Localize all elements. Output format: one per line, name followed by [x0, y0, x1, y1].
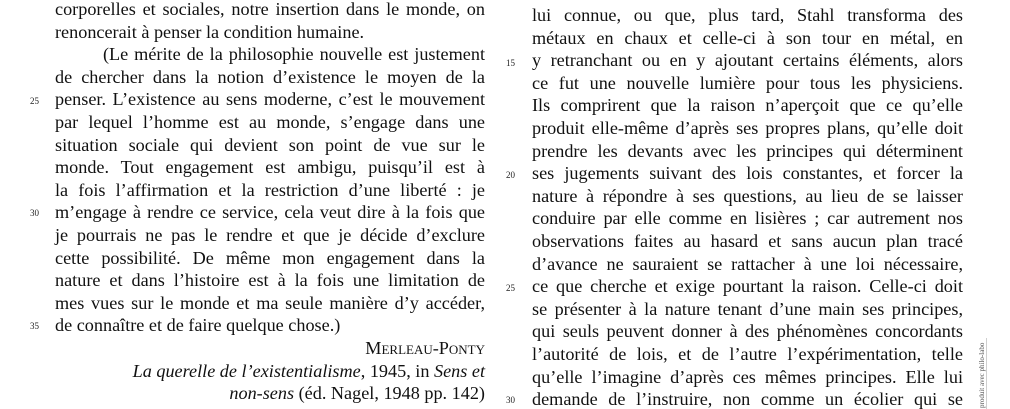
right-line-8: ses jugements suivant des lois constantes, et forcer la [532, 163, 963, 184]
right-line-1: lui connue, ou que, plus tard, Stahl transforma des [532, 5, 963, 25]
left-line-10: m’engage à rendre ce service, cela veut dire à la fois que [55, 202, 485, 223]
right-line-14: se présenter à la nature tenant d’une main ses principes, [532, 298, 963, 319]
source-edition: (éd. Nagel, 1948 pp. 142) [294, 383, 485, 404]
left-line-6: par lequel l’homme est au monde, s’engage dans une [55, 112, 485, 132]
left-line-11: je pourrais ne pas le rendre et que je décide d’exclure [55, 225, 485, 245]
right-line-number-20: 20 [506, 170, 515, 180]
left-line-1: corporelles et sociales, notre insertion dans le monde, on [55, 0, 485, 19]
left-line-5: penser. L’existence au sens moderne, c’est le mouvement [55, 89, 485, 110]
source-collection-cont: non-sens [229, 383, 295, 404]
left-line-15: de connaître et de faire quelque chose.) [55, 315, 341, 336]
left-line-8: monde. Tout engagement est ambigu, puisqu’il est à [55, 157, 485, 178]
right-line-number-30: 30 [506, 395, 515, 405]
left-line-number-30: 30 [30, 208, 39, 218]
left-line-4: de chercher dans la notion d’existence le moyen de la [55, 66, 485, 87]
source-line-2 [55, 382, 485, 405]
left-line-7: situation sociale qui devient son point de vue sur le [55, 134, 485, 155]
left-line-12: cette possibilité. De même mon engagement dans la [55, 247, 485, 268]
right-line-17: qu’elle l’imagine d’après ces mêmes principes. Elle lui [532, 366, 963, 387]
right-line-2: métaux en chaux et celle-ci à son tour en métal, en [532, 27, 963, 48]
left-line-9: la fois l’affirmation et la restriction d’une liberté : je [55, 179, 485, 200]
left-line-2: renoncerait à penser la condition humaine. [55, 21, 365, 42]
right-line-9: nature à répondre à ses questions, au lieu de se laisser [532, 185, 963, 206]
right-line-10: conduire par elle comme en lisières ; car autrement nos [532, 208, 963, 229]
left-line-3: (Le mérite de la philosophie nouvelle est justement [103, 44, 485, 65]
right-line-number-15: 15 [506, 58, 515, 68]
right-line-5: Ils comprirent que la raison n’aperçoit que ce qu’elle [532, 95, 963, 116]
author-name-text: Merleau-Ponty [365, 338, 485, 358]
right-line-3: y retranchant ou en y ajoutant certains éléments, alors [532, 50, 963, 71]
right-line-4: ce fut une nouvelle lumière pour tous les physiciens. [532, 72, 963, 93]
source-collection: Sens et [433, 360, 485, 381]
source-title: La querelle de l’existentialisme [132, 360, 361, 381]
right-line-13: ce que cherche et exige pourtant la raison. Celle-ci doit [532, 276, 963, 297]
right-line-7: prendre les devants avec les principes qui déterminent [532, 140, 963, 161]
right-line-number-25: 25 [506, 283, 515, 293]
author-name [55, 337, 485, 360]
right-line-15: qui seuls peuvent donner à des phénomènes concordants [532, 321, 963, 342]
right-line-18: demande de l’instruire, non comme un écolier qui se [532, 389, 963, 409]
left-line-14: mes vues sur le monde et ma seule manière d’y accéder, [55, 292, 485, 313]
right-line-6: produit elle-même d’après ses propres plans, qu’elle doit [532, 118, 963, 138]
right-line-16: l’autorité de lois, et de l’autre l’expérimentation, telle [532, 344, 963, 364]
left-line-13: nature et dans l’histoire est à la fois une limitation de [55, 270, 485, 291]
source-line-1 [55, 360, 485, 383]
left-line-number-25: 25 [30, 96, 39, 106]
source-rest: , 1945, in [360, 360, 434, 381]
right-line-12: d’avance ne sauraient se rattacher à une loi nécessaire, [532, 253, 963, 274]
right-line-11: observations faites au hasard et sans aucun plan tracé [532, 231, 963, 251]
watermark: produit avec philo-labo [978, 342, 986, 408]
left-line-number-35: 35 [30, 321, 39, 331]
